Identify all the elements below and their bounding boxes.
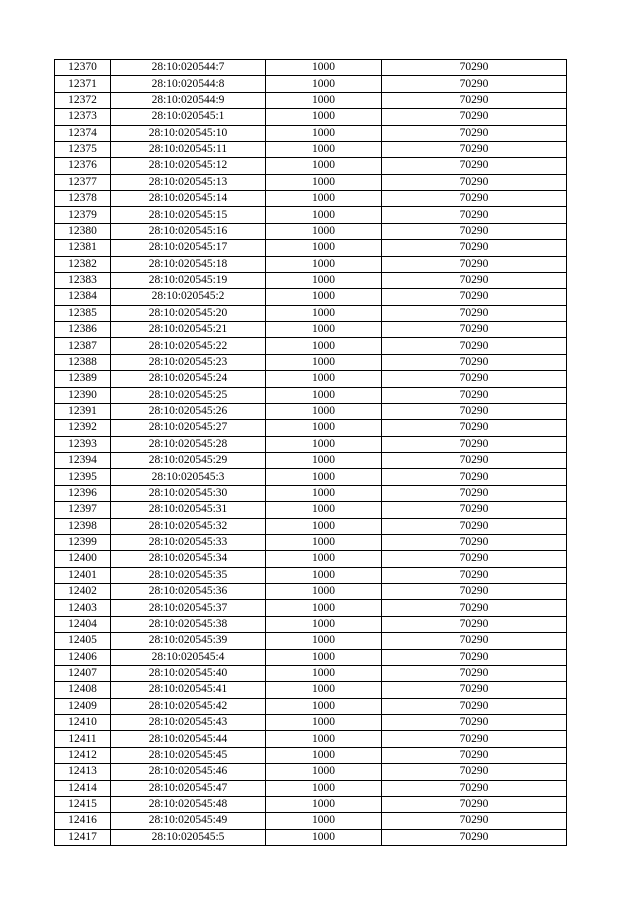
area-cell: 1000 xyxy=(266,76,382,92)
cadastral-number-cell: 28:10:020545:33 xyxy=(111,534,266,550)
cadastral-number-cell: 28:10:020544:7 xyxy=(111,60,266,76)
row-number-cell: 12413 xyxy=(55,764,111,780)
table-row xyxy=(55,649,567,665)
cadastral-number-cell: 28:10:020545:28 xyxy=(111,436,266,452)
area-cell: 1000 xyxy=(266,174,382,190)
value-cell: 70290 xyxy=(382,256,567,272)
area-cell: 1000 xyxy=(266,665,382,681)
area-cell: 1000 xyxy=(266,682,382,698)
row-number-cell: 12394 xyxy=(55,453,111,469)
area-cell: 1000 xyxy=(266,436,382,452)
area-cell: 1000 xyxy=(266,141,382,157)
value-cell: 70290 xyxy=(382,109,567,125)
cadastral-number-cell: 28:10:020545:29 xyxy=(111,453,266,469)
value-cell: 70290 xyxy=(382,125,567,141)
table-row xyxy=(55,731,567,747)
cadastral-number-cell: 28:10:020545:43 xyxy=(111,715,266,731)
table-row xyxy=(55,682,567,698)
row-number-cell: 12398 xyxy=(55,518,111,534)
area-cell: 1000 xyxy=(266,92,382,108)
area-cell: 1000 xyxy=(266,747,382,763)
row-number-cell: 12395 xyxy=(55,469,111,485)
row-number-cell: 12393 xyxy=(55,436,111,452)
cadastral-number-cell: 28:10:020545:16 xyxy=(111,223,266,239)
table-row xyxy=(55,616,567,632)
table-row xyxy=(55,174,567,190)
area-cell: 1000 xyxy=(266,534,382,550)
value-cell: 70290 xyxy=(382,272,567,288)
cadastral-number-cell: 28:10:020545:20 xyxy=(111,305,266,321)
row-number-cell: 12407 xyxy=(55,665,111,681)
table-row xyxy=(55,780,567,796)
value-cell: 70290 xyxy=(382,682,567,698)
cadastral-number-cell: 28:10:020545:10 xyxy=(111,125,266,141)
table-row xyxy=(55,436,567,452)
area-cell: 1000 xyxy=(266,387,382,403)
area-cell: 1000 xyxy=(266,485,382,501)
cadastral-number-cell: 28:10:020545:46 xyxy=(111,764,266,780)
table-row xyxy=(55,534,567,550)
area-cell: 1000 xyxy=(266,191,382,207)
area-cell: 1000 xyxy=(266,60,382,76)
cadastral-number-cell: 28:10:020545:15 xyxy=(111,207,266,223)
cadastral-number-cell: 28:10:020545:23 xyxy=(111,354,266,370)
value-cell: 70290 xyxy=(382,420,567,436)
area-cell: 1000 xyxy=(266,240,382,256)
row-number-cell: 12379 xyxy=(55,207,111,223)
value-cell: 70290 xyxy=(382,813,567,829)
row-number-cell: 12397 xyxy=(55,502,111,518)
cadastral-number-cell: 28:10:020545:36 xyxy=(111,584,266,600)
value-cell: 70290 xyxy=(382,747,567,763)
cadastral-number-cell: 28:10:020545:18 xyxy=(111,256,266,272)
table-row xyxy=(55,240,567,256)
table-row xyxy=(55,584,567,600)
cadastral-number-cell: 28:10:020545:11 xyxy=(111,141,266,157)
row-number-cell: 12372 xyxy=(55,92,111,108)
cadastral-number-cell: 28:10:020545:22 xyxy=(111,338,266,354)
table-row xyxy=(55,191,567,207)
table-row xyxy=(55,60,567,76)
area-cell: 1000 xyxy=(266,813,382,829)
cadastral-number-cell: 28:10:020545:17 xyxy=(111,240,266,256)
value-cell: 70290 xyxy=(382,764,567,780)
cadastral-number-cell: 28:10:020545:38 xyxy=(111,616,266,632)
row-number-cell: 12414 xyxy=(55,780,111,796)
table-row xyxy=(55,322,567,338)
area-cell: 1000 xyxy=(266,371,382,387)
cadastral-number-cell: 28:10:020545:4 xyxy=(111,649,266,665)
area-cell: 1000 xyxy=(266,125,382,141)
value-cell: 70290 xyxy=(382,600,567,616)
cadastral-number-cell: 28:10:020545:26 xyxy=(111,403,266,419)
area-cell: 1000 xyxy=(266,158,382,174)
table-row xyxy=(55,518,567,534)
area-cell: 1000 xyxy=(266,469,382,485)
row-number-cell: 12406 xyxy=(55,649,111,665)
value-cell: 70290 xyxy=(382,780,567,796)
row-number-cell: 12402 xyxy=(55,584,111,600)
row-number-cell: 12380 xyxy=(55,223,111,239)
value-cell: 70290 xyxy=(382,453,567,469)
area-cell: 1000 xyxy=(266,322,382,338)
value-cell: 70290 xyxy=(382,141,567,157)
value-cell: 70290 xyxy=(382,174,567,190)
cadastral-number-cell: 28:10:020545:2 xyxy=(111,289,266,305)
cadastral-number-cell: 28:10:020545:24 xyxy=(111,371,266,387)
row-number-cell: 12374 xyxy=(55,125,111,141)
table-row xyxy=(55,76,567,92)
area-cell: 1000 xyxy=(266,518,382,534)
table-row xyxy=(55,633,567,649)
table-row xyxy=(55,502,567,518)
row-number-cell: 12399 xyxy=(55,534,111,550)
row-number-cell: 12410 xyxy=(55,715,111,731)
row-number-cell: 12390 xyxy=(55,387,111,403)
table-row xyxy=(55,109,567,125)
row-number-cell: 12376 xyxy=(55,158,111,174)
area-cell: 1000 xyxy=(266,616,382,632)
area-cell: 1000 xyxy=(266,715,382,731)
row-number-cell: 12375 xyxy=(55,141,111,157)
value-cell: 70290 xyxy=(382,305,567,321)
value-cell: 70290 xyxy=(382,534,567,550)
value-cell: 70290 xyxy=(382,829,567,845)
value-cell: 70290 xyxy=(382,796,567,812)
area-cell: 1000 xyxy=(266,207,382,223)
cadastral-number-cell: 28:10:020545:40 xyxy=(111,665,266,681)
value-cell: 70290 xyxy=(382,485,567,501)
row-number-cell: 12383 xyxy=(55,272,111,288)
area-cell: 1000 xyxy=(266,420,382,436)
cadastral-number-cell: 28:10:020545:44 xyxy=(111,731,266,747)
area-cell: 1000 xyxy=(266,223,382,239)
value-cell: 70290 xyxy=(382,60,567,76)
row-number-cell: 12417 xyxy=(55,829,111,845)
area-cell: 1000 xyxy=(266,272,382,288)
value-cell: 70290 xyxy=(382,502,567,518)
value-cell: 70290 xyxy=(382,338,567,354)
row-number-cell: 12370 xyxy=(55,60,111,76)
row-number-cell: 12400 xyxy=(55,551,111,567)
row-number-cell: 12411 xyxy=(55,731,111,747)
cadastral-number-cell: 28:10:020545:49 xyxy=(111,813,266,829)
table-row xyxy=(55,715,567,731)
row-number-cell: 12403 xyxy=(55,600,111,616)
table-row xyxy=(55,92,567,108)
area-cell: 1000 xyxy=(266,338,382,354)
table-row xyxy=(55,567,567,583)
area-cell: 1000 xyxy=(266,403,382,419)
value-cell: 70290 xyxy=(382,469,567,485)
table-row xyxy=(55,354,567,370)
area-cell: 1000 xyxy=(266,109,382,125)
table-row xyxy=(55,371,567,387)
table-row xyxy=(55,764,567,780)
area-cell: 1000 xyxy=(266,453,382,469)
cadastral-number-cell: 28:10:020545:48 xyxy=(111,796,266,812)
value-cell: 70290 xyxy=(382,289,567,305)
row-number-cell: 12412 xyxy=(55,747,111,763)
table-row xyxy=(55,829,567,845)
row-number-cell: 12404 xyxy=(55,616,111,632)
row-number-cell: 12373 xyxy=(55,109,111,125)
table-row xyxy=(55,600,567,616)
row-number-cell: 12392 xyxy=(55,420,111,436)
table-body xyxy=(55,60,567,846)
cadastral-number-cell: 28:10:020545:21 xyxy=(111,322,266,338)
table-row xyxy=(55,796,567,812)
value-cell: 70290 xyxy=(382,715,567,731)
cadastral-number-cell: 28:10:020545:42 xyxy=(111,698,266,714)
row-number-cell: 12377 xyxy=(55,174,111,190)
area-cell: 1000 xyxy=(266,633,382,649)
table-row xyxy=(55,665,567,681)
row-number-cell: 12378 xyxy=(55,191,111,207)
area-cell: 1000 xyxy=(266,551,382,567)
cadastral-number-cell: 28:10:020544:9 xyxy=(111,92,266,108)
area-cell: 1000 xyxy=(266,764,382,780)
row-number-cell: 12382 xyxy=(55,256,111,272)
table-row xyxy=(55,305,567,321)
area-cell: 1000 xyxy=(266,502,382,518)
value-cell: 70290 xyxy=(382,584,567,600)
row-number-cell: 12386 xyxy=(55,322,111,338)
value-cell: 70290 xyxy=(382,92,567,108)
table-row xyxy=(55,289,567,305)
cadastral-number-cell: 28:10:020545:5 xyxy=(111,829,266,845)
cadastral-number-cell: 28:10:020545:27 xyxy=(111,420,266,436)
cadastral-number-cell: 28:10:020545:34 xyxy=(111,551,266,567)
value-cell: 70290 xyxy=(382,436,567,452)
cadastral-number-cell: 28:10:020545:31 xyxy=(111,502,266,518)
row-number-cell: 12409 xyxy=(55,698,111,714)
table-row xyxy=(55,453,567,469)
table-row xyxy=(55,207,567,223)
table-row xyxy=(55,338,567,354)
value-cell: 70290 xyxy=(382,387,567,403)
row-number-cell: 12416 xyxy=(55,813,111,829)
row-number-cell: 12389 xyxy=(55,371,111,387)
row-number-cell: 12385 xyxy=(55,305,111,321)
value-cell: 70290 xyxy=(382,371,567,387)
data-table xyxy=(54,59,567,846)
value-cell: 70290 xyxy=(382,76,567,92)
value-cell: 70290 xyxy=(382,240,567,256)
table-row xyxy=(55,158,567,174)
value-cell: 70290 xyxy=(382,354,567,370)
row-number-cell: 12371 xyxy=(55,76,111,92)
table-row xyxy=(55,403,567,419)
area-cell: 1000 xyxy=(266,289,382,305)
cadastral-number-cell: 28:10:020545:12 xyxy=(111,158,266,174)
area-cell: 1000 xyxy=(266,354,382,370)
area-cell: 1000 xyxy=(266,649,382,665)
value-cell: 70290 xyxy=(382,518,567,534)
area-cell: 1000 xyxy=(266,256,382,272)
value-cell: 70290 xyxy=(382,633,567,649)
cadastral-number-cell: 28:10:020545:1 xyxy=(111,109,266,125)
row-number-cell: 12384 xyxy=(55,289,111,305)
table-row xyxy=(55,551,567,567)
table-row xyxy=(55,469,567,485)
value-cell: 70290 xyxy=(382,665,567,681)
cadastral-number-cell: 28:10:020545:35 xyxy=(111,567,266,583)
cadastral-number-cell: 28:10:020545:41 xyxy=(111,682,266,698)
table-row xyxy=(55,387,567,403)
row-number-cell: 12408 xyxy=(55,682,111,698)
cadastral-number-cell: 28:10:020545:19 xyxy=(111,272,266,288)
area-cell: 1000 xyxy=(266,305,382,321)
row-number-cell: 12388 xyxy=(55,354,111,370)
value-cell: 70290 xyxy=(382,567,567,583)
table-row xyxy=(55,141,567,157)
cadastral-number-cell: 28:10:020545:14 xyxy=(111,191,266,207)
value-cell: 70290 xyxy=(382,207,567,223)
table-row xyxy=(55,485,567,501)
value-cell: 70290 xyxy=(382,649,567,665)
cadastral-number-cell: 28:10:020545:3 xyxy=(111,469,266,485)
value-cell: 70290 xyxy=(382,698,567,714)
cadastral-number-cell: 28:10:020545:37 xyxy=(111,600,266,616)
row-number-cell: 12387 xyxy=(55,338,111,354)
cadastral-number-cell: 28:10:020545:32 xyxy=(111,518,266,534)
area-cell: 1000 xyxy=(266,796,382,812)
area-cell: 1000 xyxy=(266,698,382,714)
cadastral-number-cell: 28:10:020545:30 xyxy=(111,485,266,501)
row-number-cell: 12415 xyxy=(55,796,111,812)
cadastral-number-cell: 28:10:020545:45 xyxy=(111,747,266,763)
area-cell: 1000 xyxy=(266,829,382,845)
table-row xyxy=(55,698,567,714)
cadastral-number-cell: 28:10:020545:47 xyxy=(111,780,266,796)
row-number-cell: 12381 xyxy=(55,240,111,256)
table-row xyxy=(55,747,567,763)
value-cell: 70290 xyxy=(382,322,567,338)
value-cell: 70290 xyxy=(382,158,567,174)
row-number-cell: 12401 xyxy=(55,567,111,583)
value-cell: 70290 xyxy=(382,403,567,419)
row-number-cell: 12396 xyxy=(55,485,111,501)
area-cell: 1000 xyxy=(266,567,382,583)
value-cell: 70290 xyxy=(382,223,567,239)
table-row xyxy=(55,272,567,288)
table-row xyxy=(55,223,567,239)
area-cell: 1000 xyxy=(266,600,382,616)
value-cell: 70290 xyxy=(382,731,567,747)
cadastral-number-cell: 28:10:020545:13 xyxy=(111,174,266,190)
table-row xyxy=(55,256,567,272)
row-number-cell: 12391 xyxy=(55,403,111,419)
area-cell: 1000 xyxy=(266,780,382,796)
area-cell: 1000 xyxy=(266,584,382,600)
cadastral-number-cell: 28:10:020545:25 xyxy=(111,387,266,403)
value-cell: 70290 xyxy=(382,616,567,632)
value-cell: 70290 xyxy=(382,551,567,567)
cadastral-number-cell: 28:10:020544:8 xyxy=(111,76,266,92)
value-cell: 70290 xyxy=(382,191,567,207)
table-row xyxy=(55,420,567,436)
area-cell: 1000 xyxy=(266,731,382,747)
table-row xyxy=(55,813,567,829)
table-row xyxy=(55,125,567,141)
cadastral-number-cell: 28:10:020545:39 xyxy=(111,633,266,649)
row-number-cell: 12405 xyxy=(55,633,111,649)
